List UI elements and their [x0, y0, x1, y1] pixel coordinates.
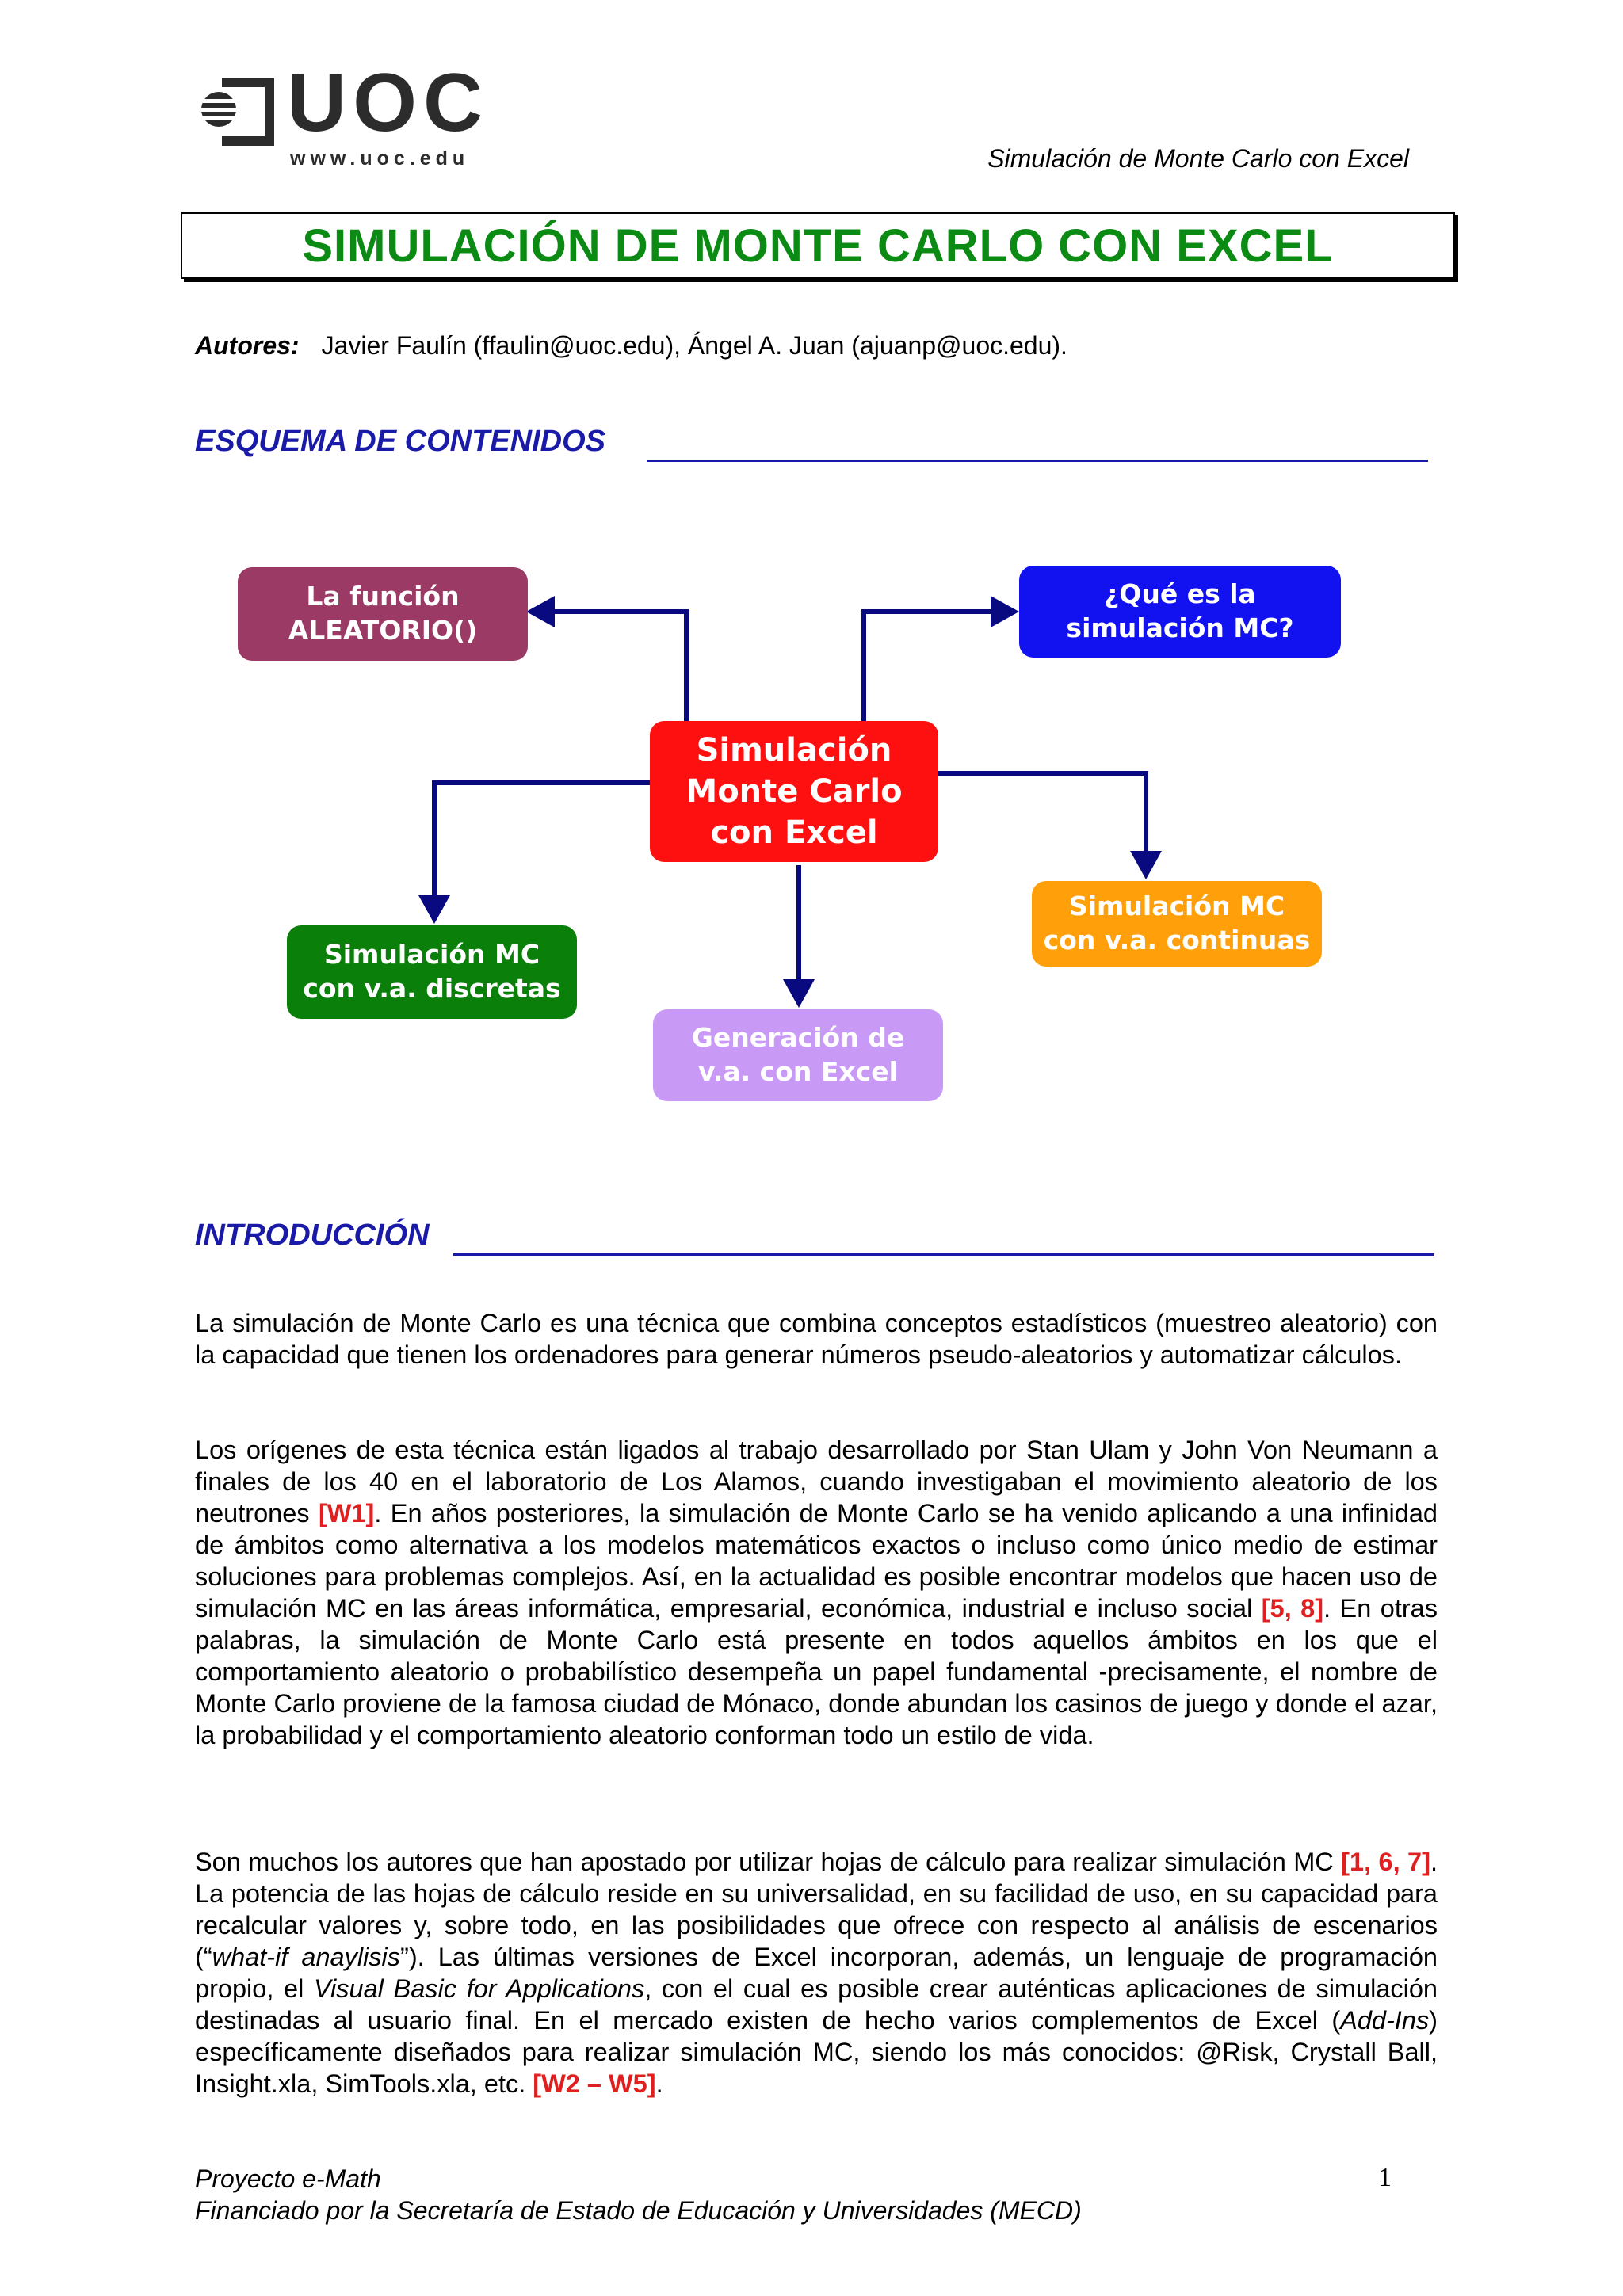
node-discretas-line1: Simulación MC [323, 939, 540, 971]
node-que-es [1019, 566, 1341, 658]
paragraph-2-text-a: Los orígenes de esta técnica están ligados al trabajo desarrollado por Stan Ulam y John Von Neumann a finales de los 40 en el laboratorio de Los Alamos, cuando investigaban el movimiento aleatorio de los neutrones [195, 1436, 1438, 1527]
citation-ref: [W1] [318, 1499, 375, 1527]
section-underline-intro [453, 1253, 1434, 1256]
logo-wordmark: UOC [287, 57, 490, 149]
arrow-to-continuas [938, 773, 1146, 856]
paragraph-3-text-a: Son muchos los autores que han apostado por utilizar hojas de cálculo para realizar simulación MC [195, 1848, 1342, 1876]
citation-ref: [5, 8] [1261, 1594, 1324, 1623]
paragraph-2-text-b: . En años posteriores, la simulación de Monte Carlo se ha venido aplicando a una infinidad de ámbitos como alternativa a los modelos matemáticos exactos o incluso como único medio de estimar soluciones para problemas complejos. Así, en la actualidad es posible encontrar modelos que hacen uso de simulación MC en las áreas informática, empresarial, económica, industrial e incluso social [195, 1499, 1438, 1623]
arrowhead-que-es [991, 596, 1019, 627]
node-aleatorio [238, 567, 528, 661]
node-continuas [1032, 881, 1322, 967]
node-continuas-line2: con v.a. continuas [1043, 925, 1311, 955]
logo-url: www.uoc.edu [290, 147, 470, 170]
arrowhead-aleatorio [526, 596, 555, 627]
arrowhead-continuas [1130, 851, 1162, 879]
node-generacion-line2: v.a. con Excel [698, 1056, 898, 1087]
node-aleatorio-line1: La función [306, 581, 460, 612]
paragraph-3-text-d: , con el cual es posible crear auténticas aplicaciones de simulación destinadas al usuario final. En el mercado existen de hecho varios complementos de Excel ( [195, 1974, 1438, 2035]
node-discretas-line2: con v.a. discretas [303, 973, 561, 1004]
node-center-line2: Monte Carlo [685, 773, 903, 810]
node-center-line3: con Excel [710, 814, 878, 851]
title-box [181, 212, 1455, 279]
arrow-to-que-es [864, 612, 995, 721]
node-center-line1: Simulación [696, 732, 892, 769]
italic-term: Add-Ins [1340, 2006, 1430, 2035]
footer-project: Proyecto e-Math [195, 2164, 381, 2193]
node-discretas [287, 925, 577, 1019]
arrow-to-aleatorio [533, 612, 686, 721]
footer-funding: Financiado por la Secretaría de Estado de Educación y Universidades (MECD) [195, 2196, 1082, 2225]
page-title: SIMULACIÓN DE MONTE CARLO CON EXCEL [302, 219, 1334, 272]
authors-label: Autores: [195, 331, 300, 360]
paragraph-3-text-f: . [655, 2069, 663, 2098]
node-aleatorio-line2: ALEATORIO() [288, 615, 478, 646]
citation-ref: [W2 – W5] [533, 2069, 656, 2098]
node-center [650, 721, 938, 862]
authors-line [195, 331, 1067, 360]
paragraph-3-text-c: ”). Las últimas versiones de Excel incorporan, además, un lenguaje de programación propio, el [195, 1943, 1438, 2003]
node-que-es-line1: ¿Qué es la [1104, 578, 1256, 610]
authors-text: Javier Faulín (ffaulin@uoc.edu), Ángel A. Juan (ajuanp@uoc.edu). [321, 331, 1067, 360]
arrowhead-generacion [783, 979, 815, 1008]
node-generacion-line1: Generación de [691, 1022, 905, 1054]
node-que-es-line2: simulación MC? [1066, 612, 1294, 643]
paragraph-3 [195, 1846, 1438, 2100]
paragraph-2-text-c: . En otras palabras, la simulación de Monte Carlo está presente en todos aquellos ámbitos en los que el comportamiento aleatorio o probabilístico desempeña un papel fundamental -precisamente, el nombre de Monte Carlo proviene de la famosa ciudad de Mónaco, donde abundan los casinos de juego y donde el azar, la probabilidad y el comportamiento aleatorio conforman todo un estilo de vida. [195, 1594, 1438, 1749]
footer [195, 2163, 1082, 2226]
paragraph-1: La simulación de Monte Carlo es una técnica que combina conceptos estadísticos (muestreo aleatorio) con la capacidad que tienen los ordenadores para generar números pseudo-aleatorios y automatizar cálculos. [195, 1309, 1438, 1369]
section-heading-intro: INTRODUCCIÓN [195, 1219, 430, 1252]
arrow-to-discretas [434, 783, 650, 900]
paragraph-2 [195, 1434, 1438, 1751]
italic-term: Visual Basic for Applications [313, 1974, 645, 2003]
page-number: 1 [1378, 2163, 1392, 2192]
arrowhead-discretas [418, 895, 450, 924]
section-heading-contents: ESQUEMA DE CONTENIDOS [195, 425, 605, 458]
paragraph-3-text-e: ) específicamente diseñados para realizar simulación MC, siendo los más conocidos: @Risk, Crystall Ball, Insight.xla, SimTools.xla, etc. [195, 2006, 1438, 2098]
italic-term: what-if anaylisis [212, 1943, 401, 1971]
paragraph-3-text-b: . La potencia de las hojas de cálculo reside en su universalidad, en su facilidad de uso, en su capacidad para recalcular valores y, sobre todo, en las posibilidades que ofrece con respecto al análisis de escenarios (“ [195, 1848, 1438, 1971]
running-header: Simulación de Monte Carlo con Excel [987, 144, 1409, 173]
node-continuas-line1: Simulación MC [1068, 891, 1285, 922]
citation-ref: [1, 6, 7] [1341, 1848, 1430, 1876]
node-generacion [653, 1009, 943, 1101]
section-underline-contents [647, 460, 1428, 462]
